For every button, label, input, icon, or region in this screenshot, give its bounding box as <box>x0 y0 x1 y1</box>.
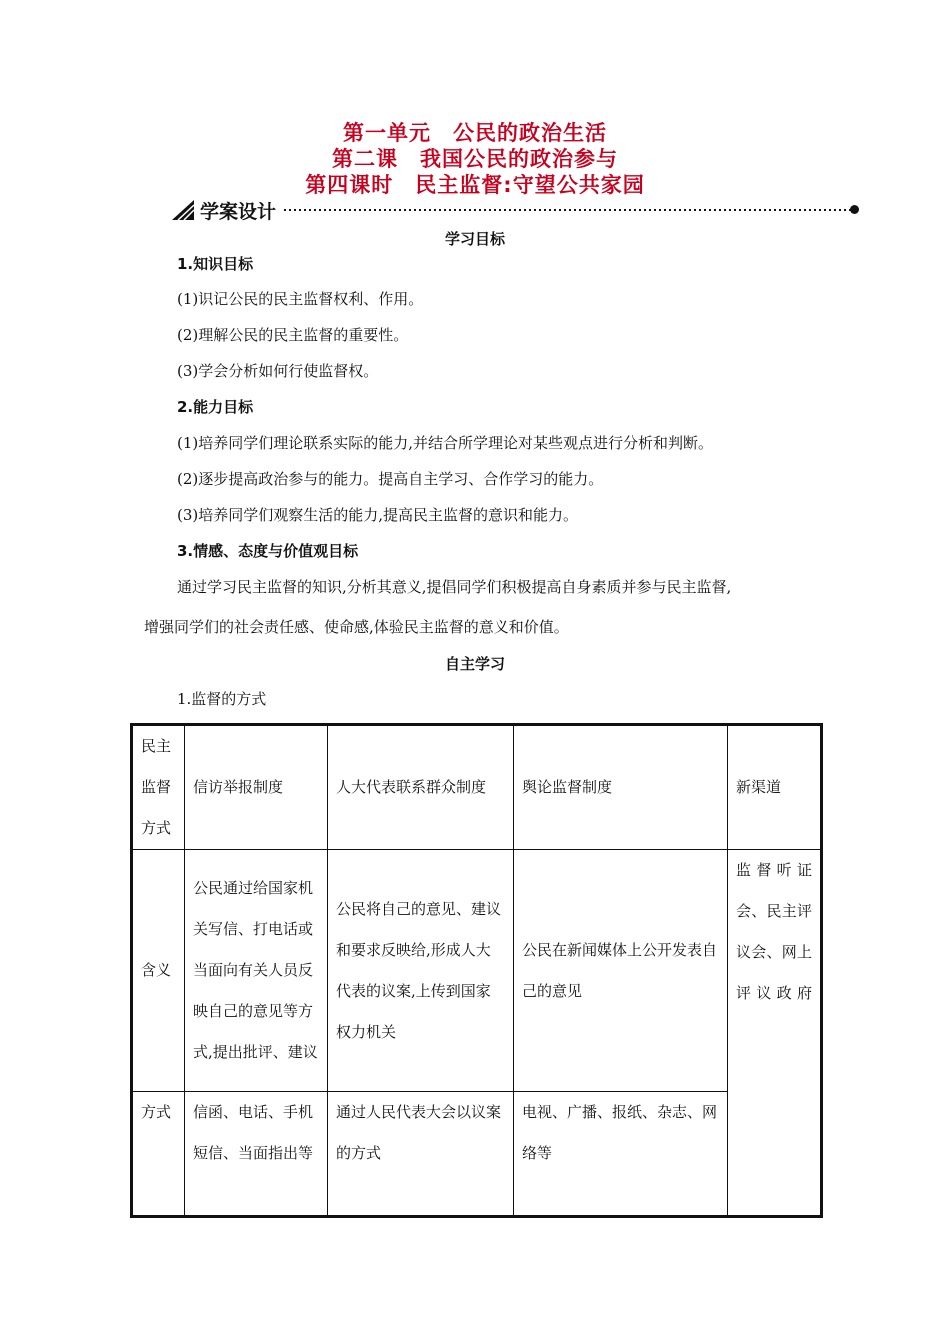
self-study-heading: 自主学习 <box>444 655 505 673</box>
banner-dotted-line <box>284 208 856 212</box>
emotion-paragraph-line2: 增强同学们的社会责任感、使命感,体验民主监督的意义和价值。 <box>144 618 569 636</box>
supervision-methods-table <box>130 723 823 1218</box>
table-row <box>132 1092 822 1217</box>
knowledge-title: 1.知识目标 <box>177 255 254 273</box>
knowledge-item: (3)学会分析如何行使监督权。 <box>177 362 379 380</box>
ability-item: (2)逐步提高政治参与的能力。提高自主学习、合作学习的能力。 <box>177 470 604 488</box>
objectives-heading: 学习目标 <box>444 230 505 248</box>
table-cell: 监督听证会、民主评议会、网上评议政府 <box>728 850 822 1217</box>
table-cell: 新渠道 <box>728 725 822 850</box>
table-cell: 公民在新闻媒体上公开发表自己的意见 <box>514 850 728 1092</box>
period-title: 第四课时 民主监督:守望公共家园 <box>305 173 645 197</box>
supervision-subheading: 1.监督的方式 <box>177 690 267 708</box>
table-cell: 民主监督方式 <box>132 725 185 850</box>
ability-title: 2.能力目标 <box>177 398 254 416</box>
table-cell: 人大代表联系群众制度 <box>328 725 514 850</box>
emotion-paragraph-line1: 通过学习民主监督的知识,分析其意义,提倡同学们积极提高自身素质并参与民主监督, <box>177 578 732 596</box>
table-cell: 公民将自己的意见、建议和要求反映给,形成人大代表的议案,上传到国家权力机关 <box>328 850 514 1092</box>
lesson-title: 第二课 我国公民的政治参与 <box>332 147 618 171</box>
banner-label: 学案设计 <box>200 201 277 223</box>
table-cell: 舆论监督制度 <box>514 725 728 850</box>
knowledge-item: (2)理解公民的民主监督的重要性。 <box>177 326 409 344</box>
table-cell: 通过人民代表大会以议案的方式 <box>328 1092 514 1217</box>
table-cell: 含义 <box>132 850 185 1092</box>
table-cell: 信访举报制度 <box>185 725 328 850</box>
ability-item: (3)培养同学们观察生活的能力,提高民主监督的意识和能力。 <box>177 506 579 524</box>
table-cell: 方式 <box>132 1092 185 1217</box>
title-block <box>0 120 950 198</box>
unit-title: 第一单元 公民的政治生活 <box>343 121 607 145</box>
banner-end-dot <box>850 205 859 214</box>
emotion-title: 3.情感、态度与价值观目标 <box>177 542 359 560</box>
triangle-logo-icon <box>172 200 194 220</box>
table-cell: 电视、广播、报纸、杂志、网络等 <box>514 1092 728 1217</box>
table-row <box>132 725 822 850</box>
ability-item: (1)培养同学们理论联系实际的能力,并结合所学理论对某些观点进行分析和判断。 <box>177 434 714 452</box>
knowledge-item: (1)识记公民的民主监督权利、作用。 <box>177 290 424 308</box>
table-row <box>132 850 822 1092</box>
table-cell: 信函、电话、手机短信、当面指出等 <box>185 1092 328 1217</box>
table-cell: 公民通过给国家机关写信、打电话或当面向有关人员反映自己的意见等方式,提出批评、建议 <box>185 850 328 1092</box>
section-banner <box>172 196 862 224</box>
